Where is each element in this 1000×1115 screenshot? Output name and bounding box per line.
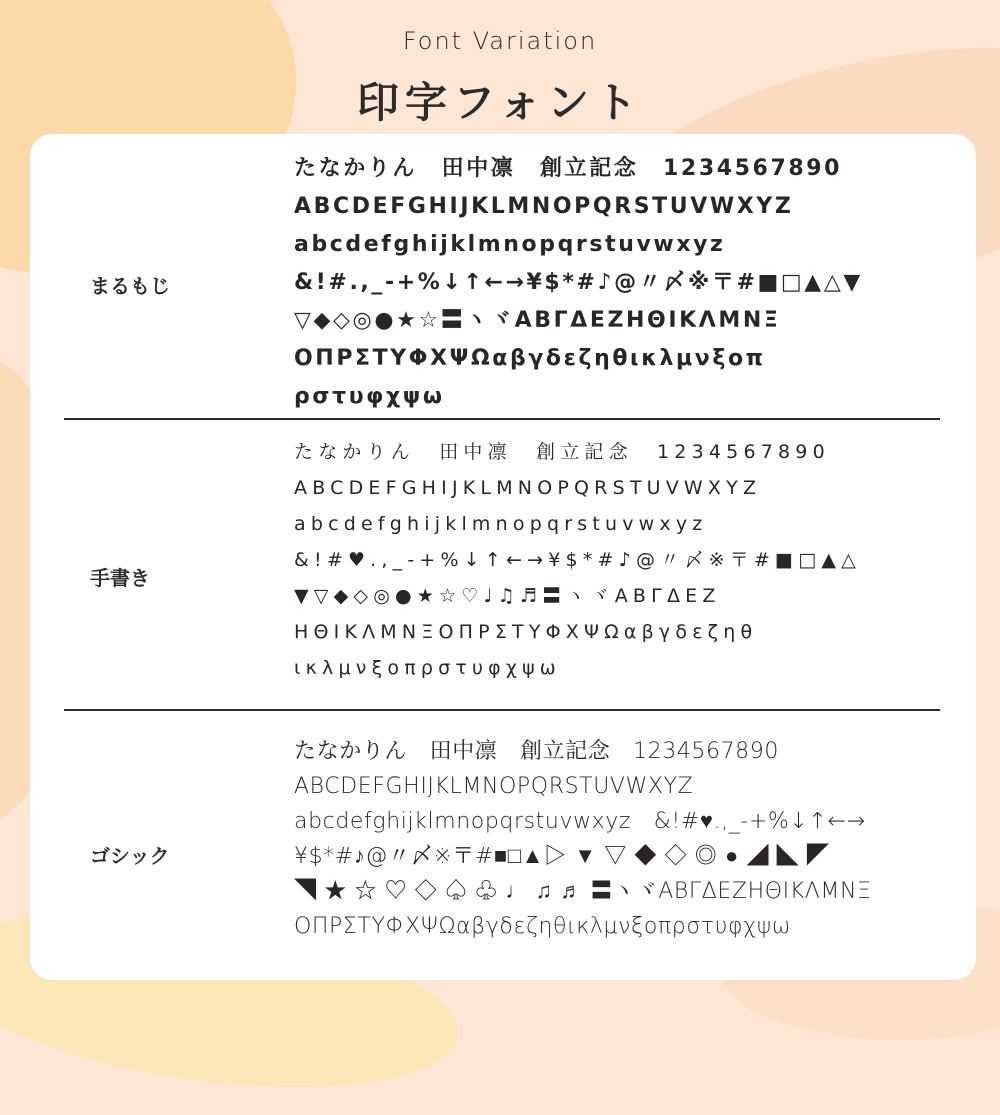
sample-line: ικλμνξοπρστυφχψω (294, 657, 561, 679)
sample-line: ◥ ★ ☆ ♡ ◇ ♤ ♧ ♩ ♫ ♬ 〓ヽヾΑΒΓΔΕΖΗΘΙΚΛΜΝΞ (294, 879, 872, 904)
sample-line: ABCDEFGHIJKLMNOPQRSTUVWXYZ (294, 774, 694, 799)
sample-line: たなかりん 田中凛 創立記念 1234567890 (294, 739, 779, 764)
font-section-gothic (64, 712, 940, 980)
sample-line: ABCDEFGHIJKLMNOPQRSTUVWXYZ (294, 194, 794, 219)
font-label: ゴシック (90, 844, 170, 868)
sample-line: たなかりん 田中凛 創立記念 1234567890 (294, 441, 830, 463)
sample-line: たなかりん 田中凛 創立記念 1234567890 (294, 156, 843, 181)
font-sample (294, 150, 944, 416)
font-label: 手書き (90, 566, 150, 590)
sample-line: ▼▽◆◇◎●★☆♡♩♫♬〓ヽヾΑΒΓΔΕΖ (294, 585, 721, 607)
sample-line: ΟΠΡΣΤΥΦΧΨΩαβγδεζηθικλμνξοπ (294, 346, 766, 371)
sample-line: ΗΘΙΚΛΜΝΞΟΠΡΣΤΥΦΧΨΩαβγδεζηθ (294, 621, 758, 643)
sample-line: ABCDEFGHIJKLMNOPQRSTUVWXYZ (294, 477, 762, 499)
font-section-maru (64, 134, 940, 420)
sample-line: &!#♥.,_-+%↓↑←→¥$*#♪@〃〆※〒#■□▲△ (294, 549, 861, 571)
font-section-handwritten (64, 422, 940, 712)
sample-line: ▽◆◇◎●★☆〓ヽヾΑΒΓΔΕΖΗΘΙΚΛΜΝΞ (294, 308, 781, 333)
font-sample (294, 434, 944, 686)
section-divider (64, 709, 940, 711)
sample-line: ρστυφχψω (294, 384, 445, 409)
sample-line: abcdefghijklmnopqrstuvwxyz (294, 513, 708, 535)
page-subtitle: Font Variation (402, 27, 598, 55)
sample-line: ¥$*#♪@〃〆※〒#■□▲▷ ▼ ▽ ◆ ◇ ◎ ● ◢ ◣ ◤ (294, 844, 830, 869)
sample-line: &!#.,_-+%↓↑←→¥$*#♪@〃〆※〒#■□▲△▼ (294, 270, 863, 295)
font-sample-card (30, 134, 976, 980)
sample-line: abcdefghijklmnopqrstuvwxyz &!#♥.,_-+%↓↑←→ (294, 809, 866, 834)
section-divider (64, 418, 940, 420)
font-label: まるもじ (90, 274, 170, 298)
font-sample (294, 734, 944, 944)
page-title: 印字フォント (357, 78, 643, 127)
sample-line: ΟΠΡΣΤΥΦΧΨΩαβγδεζηθικλμνξοπρστυφχψω (294, 914, 791, 939)
sample-line: abcdefghijklmnopqrstuvwxyz (294, 232, 726, 257)
